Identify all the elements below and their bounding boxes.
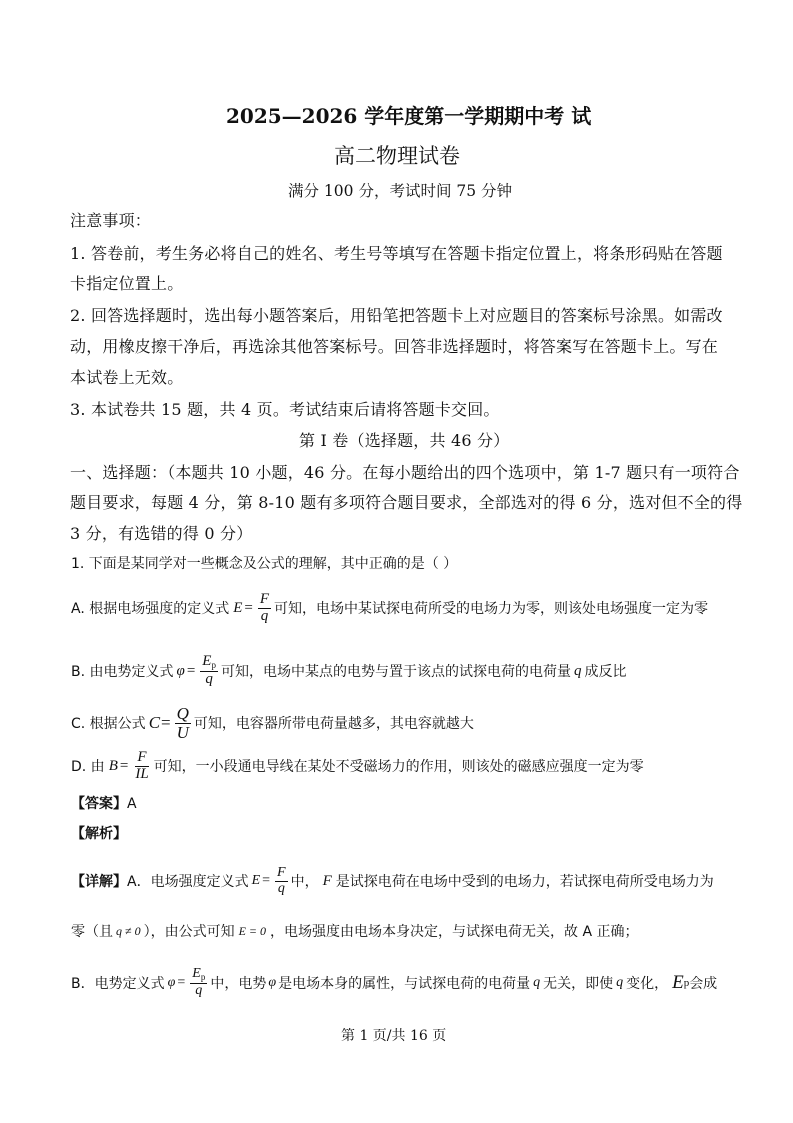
answer-line <box>71 793 137 813</box>
answer-value: A <box>127 796 137 812</box>
score-time: 满分 100 分，考试时间 75 分钟 <box>288 182 513 200</box>
charge-q-symbol: q <box>533 975 541 990</box>
formula-equals: = <box>262 873 271 888</box>
option-c <box>71 702 474 744</box>
note-item-2-line-2: 动，用橡皮擦干净后，再选涂其他答案标号。回答非选择题时，将答案写在答题卡上。写在 <box>70 337 719 356</box>
fraction-numerator <box>200 654 218 671</box>
formula-fraction-f-over-q <box>275 866 288 896</box>
note-item-1-line-1: 1. 答卷前，考生务必将自己的姓名、考生号等填写在答题卡指定位置上，将条形码贴在答题 <box>70 244 723 263</box>
fraction-denominator: q <box>277 880 285 896</box>
note-item-1-line-2: 卡指定位置上。 <box>70 274 184 293</box>
detail-a2-prefix: 零（且 <box>71 924 113 940</box>
formula-e-symbol: E <box>233 599 243 616</box>
charge-q-symbol-2: q <box>616 975 624 990</box>
ep-symbol: E <box>202 653 212 670</box>
page-number: 第 1 页/共 16 页 <box>341 1028 447 1044</box>
fraction-numerator <box>190 967 207 983</box>
option-a <box>71 586 708 630</box>
detail-b-line-1 <box>71 960 717 1006</box>
fraction-numerator: F <box>277 864 286 880</box>
notes-heading: 注意事项： <box>70 211 152 230</box>
detail-a2-text: ，电场强度由电场本身决定，与试探电荷无关，故 A 正确； <box>270 924 639 940</box>
formula-fraction-ep-over-q <box>200 654 218 687</box>
note-item-2-line-3: 本试卷上无效。 <box>70 368 184 387</box>
detail-a-line-2 <box>71 920 639 942</box>
formula-fraction-q-over-u <box>175 705 191 742</box>
fraction-denominator: U <box>176 722 189 742</box>
potential-phi-symbol: φ <box>268 975 277 990</box>
detail-b-text-2: 无关，即使 <box>543 976 614 992</box>
fraction-numerator: F <box>259 590 270 607</box>
exam-subtitle: 高二物理试卷 <box>334 144 460 168</box>
detail-a-line-1 <box>71 858 714 904</box>
detail-a-mid: 中， <box>290 874 319 890</box>
option-a-text: 可知，电场中某试探电荷所受的电场力为零，则该处电场强度一定为零 <box>274 601 709 617</box>
note-item-2-line-1: 2. 回答选择题时，选出每小题答案后，用铅笔把答题卡上对应题目的答案标号涂黑。如需改 <box>70 306 723 325</box>
formula-c-symbol: C <box>148 713 161 732</box>
ep-subscript-large: p <box>683 977 690 989</box>
detail-a2-mid: ），由公式可知 <box>143 924 235 940</box>
part1-instr-line-3: 3 分，有选错的得 0 分） <box>70 524 253 543</box>
formula-fraction-ep-over-q <box>190 967 207 998</box>
formula-b-symbol: B <box>108 757 118 774</box>
ep-symbol: E <box>192 966 201 982</box>
formula-phi-symbol: φ <box>167 975 176 990</box>
option-d <box>71 744 644 788</box>
force-f-symbol: F <box>322 872 332 889</box>
detail-b-end: 会成 <box>689 976 718 992</box>
option-c-prefix: C. 根据公式 <box>71 716 146 732</box>
fraction-denominator: q <box>195 982 203 998</box>
formula-fraction-f-over-il <box>133 750 150 783</box>
part1-instr-line-1: 一、选择题：（本题共 10 小题，46 分。在每小题给出的四个选项中，第 1-7 题只有一项符合 <box>70 463 740 482</box>
option-b <box>71 648 626 694</box>
formula-phi-symbol: φ <box>176 662 185 679</box>
analysis-label: 【解析】 <box>71 826 127 842</box>
formula-equals: = <box>186 662 196 679</box>
formula-equals: = <box>244 599 253 616</box>
option-c-text: 可知，电容器所带电荷量越多，其电容就越大 <box>193 716 474 732</box>
ep-symbol-large: E <box>672 972 684 993</box>
equation-e-zero: E = 0 <box>238 923 267 938</box>
detail-b-text-3: 变化， <box>626 976 669 992</box>
formula-e-symbol: E <box>251 873 261 888</box>
formula-equals: = <box>161 713 171 732</box>
detail-b-text-1: 是电场本身的属性，与试探电荷的电荷量 <box>278 976 531 992</box>
fraction-denominator: IL <box>135 765 149 782</box>
fraction-numerator: Q <box>176 703 189 723</box>
question-1-stem: 1. 下面是某同学对一些概念及公式的理解，其中正确的是（ ） <box>71 556 458 572</box>
detail-label: 【详解】 <box>71 874 127 890</box>
option-d-text: 可知，一小段通电导线在某处不受磁场力的作用，则该处的磁感应强度一定为零 <box>153 759 644 775</box>
option-b-end: 成反比 <box>584 664 627 680</box>
fraction-denominator: q <box>260 607 269 624</box>
detail-b-mid: 中，电势 <box>210 976 267 992</box>
option-b-prefix: B. 由电势定义式 <box>71 664 174 680</box>
formula-equals: = <box>177 975 186 990</box>
exam-title: 2025—2026 学年度第一学期期中考 试 <box>226 104 592 128</box>
condition-q-not-zero: q ≠ 0 <box>116 923 141 938</box>
detail-a-prefix: A．电场强度定义式 <box>127 874 249 890</box>
ep-subscript: p <box>200 972 206 983</box>
note-item-3: 3. 本试卷共 15 题，共 4 页。考试结束后请将答题卡交回。 <box>70 400 500 419</box>
option-d-prefix: D. 由 <box>71 759 105 775</box>
fraction-numerator: F <box>137 748 147 765</box>
detail-b-prefix: B．电势定义式 <box>71 976 165 992</box>
formula-equals: = <box>119 757 129 774</box>
part1-instr-line-2: 题目要求，每题 4 分，第 8-10 题有多项符合题目要求，全部选对的得 6 分，选对但不全的得 <box>70 493 743 512</box>
ep-subscript: p <box>211 660 216 671</box>
fraction-denominator: q <box>205 670 213 687</box>
option-a-prefix: A. 根据电场强度的定义式 <box>71 601 230 617</box>
part1-heading: 第 I 卷（选择题，共 46 分） <box>299 431 510 450</box>
answer-label: 【答案】 <box>71 796 127 812</box>
option-b-text: 可知，电场中某点的电势与置于该点的试探电荷的电荷量 <box>220 664 571 680</box>
charge-q-symbol: q <box>573 662 582 679</box>
formula-fraction-f-over-q <box>258 592 271 625</box>
detail-a-text: 是试探电荷在电场中受到的电场力，若试探电荷所受电场力为 <box>335 874 714 890</box>
